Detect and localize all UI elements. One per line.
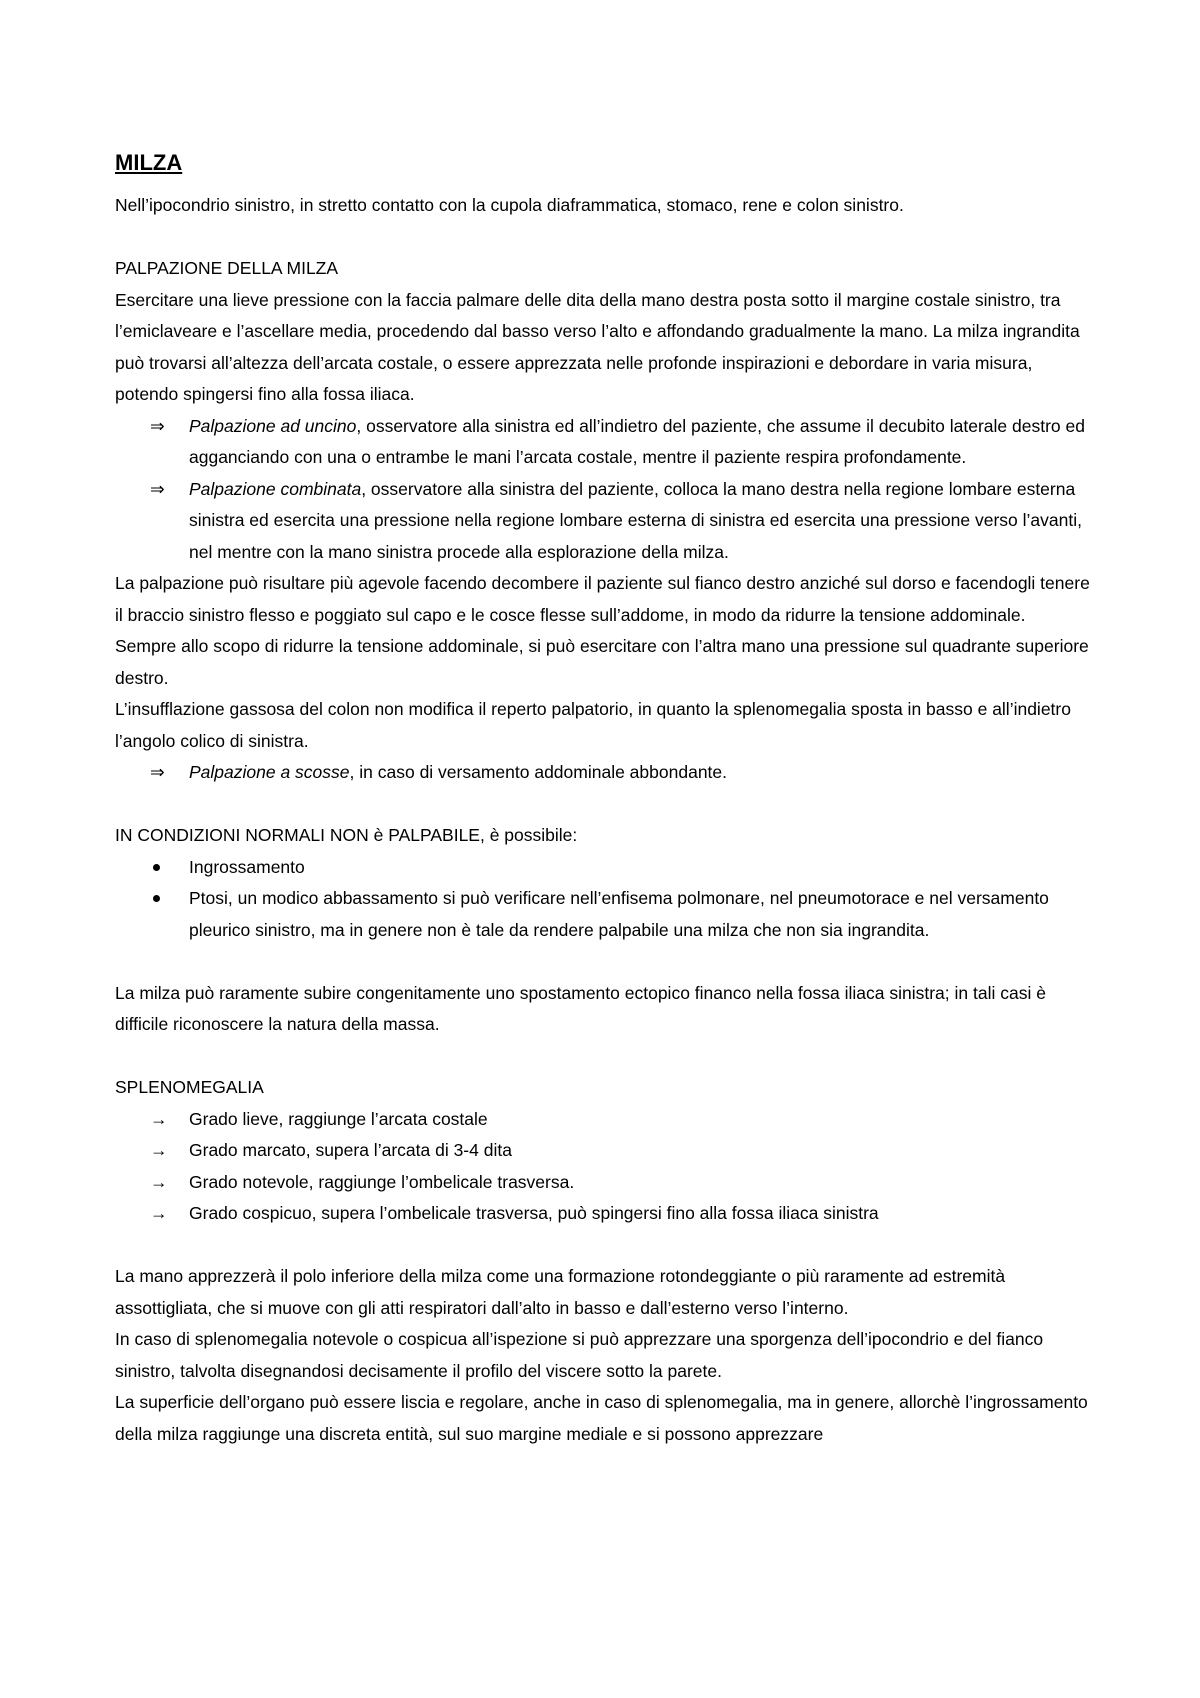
closing-paragraph-3: La superficie dell’organo può essere liscia e regolare, anche in caso di splenomegalia, ma in genere, allorchè l’ingrossamento della milza raggiunge una discreta entità, sul suo margine mediale e si possono apprezzare	[115, 1392, 1088, 1444]
item-name: Palpazione ad uncino	[189, 415, 357, 436]
double-arrow-icon: ⇒	[150, 415, 165, 436]
spacer	[115, 1041, 1090, 1073]
closing-paragraph: La mano apprezzerà il polo inferiore della milza come una formazione rotondeggiante o più raramente ad estremità assottigliata, che si muove con gli atti respiratori dall’alto in basso e dall’esterno verso l’interno.	[115, 1266, 1006, 1318]
grade-item	[115, 1135, 1090, 1167]
bullet-text: Ptosi, un modico abbassamento si può verificare nell’enfisema polmonare, nel pneumotorace e nel versamento pleurico sinistro, ma in genere non è tale da rendere palpabile una milza che non sia ingrandita.	[189, 888, 1049, 940]
palpation-paragraph-2: La palpazione può risultare più agevole facendo decombere il paziente sul fianco destro anziché sul dorso e facendogli tenere il braccio sinistro flesso e poggiato sul capo e le cosce flesse sull’addome, in modo da ridurre la tensione addominale. Sempre allo scopo di ridurre la tensione addominale, si può esercitare con l’altra mano una pressione sul quadrante superiore destro.	[115, 573, 1090, 688]
document-body	[115, 146, 1090, 1450]
item-text: , in caso di versamento addominale abbondante.	[349, 762, 728, 782]
normal-heading: IN CONDIZIONI NORMALI NON è PALPABILE, è possibile:	[115, 825, 578, 845]
grade-text: Grado lieve, raggiunge l’arcata costale	[189, 1108, 488, 1129]
ectopic-paragraph: La milza può raramente subire congenitamente uno spostamento ectopico financo nella fossa iliaca sinistra; in tali casi è difficile riconoscere la natura della massa.	[115, 982, 1046, 1034]
palpation-paragraph-3: L’insufflazione gassosa del colon non modifica il reperto palpatorio, in quanto la splenomegalia sposta in basso e all’indietro l’angolo colico di sinistra.	[115, 699, 1071, 751]
item-text: , osservatore alla sinistra ed all’indietro del paziente, che assume il decubito laterale destro ed agganciando con una o entrambe le mani l’arcata costale, mentre il paziente respira profondamente.	[189, 415, 1085, 467]
grade-text: Grado notevole, raggiunge l’ombelicale trasversa.	[189, 1171, 575, 1192]
palpation-item-hook	[115, 411, 1090, 474]
arrow-right-icon: →	[150, 1140, 168, 1160]
document-title: MILZA	[115, 150, 183, 175]
splenomegaly-heading: SPLENOMEGALIA	[115, 1077, 264, 1097]
palpation-item-shock	[115, 757, 1090, 789]
grade-text: Grado marcato, supera l’arcata di 3-4 dita	[189, 1140, 512, 1160]
arrow-right-icon: →	[150, 1203, 168, 1223]
bullet-icon	[153, 895, 160, 902]
spacer	[115, 789, 1090, 821]
spacer	[115, 946, 1090, 978]
double-arrow-icon: ⇒	[150, 478, 165, 499]
grade-item	[115, 1198, 1090, 1230]
arrow-right-icon: →	[150, 1108, 168, 1129]
palpation-heading: PALPAZIONE DELLA MILZA	[115, 258, 339, 278]
closing-paragraph-2: In caso di splenomegalia notevole o cospicua all’ispezione si può apprezzare una sporgenza dell’ipocondrio e del fianco sinistro, talvolta disegnandosi decisamente il profilo del viscere sotto la parete.	[115, 1329, 1044, 1381]
spacer	[115, 222, 1090, 254]
item-name: Palpazione a scosse	[189, 762, 350, 782]
palpation-paragraph: Esercitare una lieve pressione con la faccia palmare delle dita della mano destra posta sotto il margine costale sinistro, tra l’emiclaveare e l’ascellare media, procedendo dal basso verso l’alto e affondando gradualmente la mano. La milza ingrandita può trovarsi all’altezza dell’arcata costale, o essere apprezzata nelle profonde inspirazioni e debordare in varia misura, potendo spingersi fino alla fossa iliaca.	[115, 289, 1080, 404]
spacer	[115, 1230, 1090, 1262]
grade-text: Grado cospicuo, supera l’ombelicale trasversa, può spingersi fino alla fossa iliaca sinistra	[189, 1203, 879, 1223]
grade-item	[115, 1104, 1090, 1136]
grade-item	[115, 1167, 1090, 1199]
intro-paragraph: Nell’ipocondrio sinistro, in stretto contatto con la cupola diaframmatica, stomaco, rene e colon sinistro.	[115, 195, 904, 215]
bullet-text: Ingrossamento	[189, 856, 305, 877]
item-name: Palpazione combinata	[189, 478, 362, 499]
bullet-item	[115, 883, 1090, 946]
arrow-right-icon: →	[150, 1171, 168, 1192]
palpation-item-combined	[115, 474, 1090, 569]
item-text: , osservatore alla sinistra del paziente, colloca la mano destra nella regione lombare esterna sinistra ed esercita una pressione nella regione lombare esterna di sinistra ed esercita una pressione verso l’avanti, nel mentre con la mano sinistra procede alla esplorazione della milza.	[189, 478, 1082, 562]
double-arrow-icon: ⇒	[150, 762, 165, 782]
bullet-item	[115, 852, 1090, 884]
bullet-icon	[153, 864, 160, 871]
